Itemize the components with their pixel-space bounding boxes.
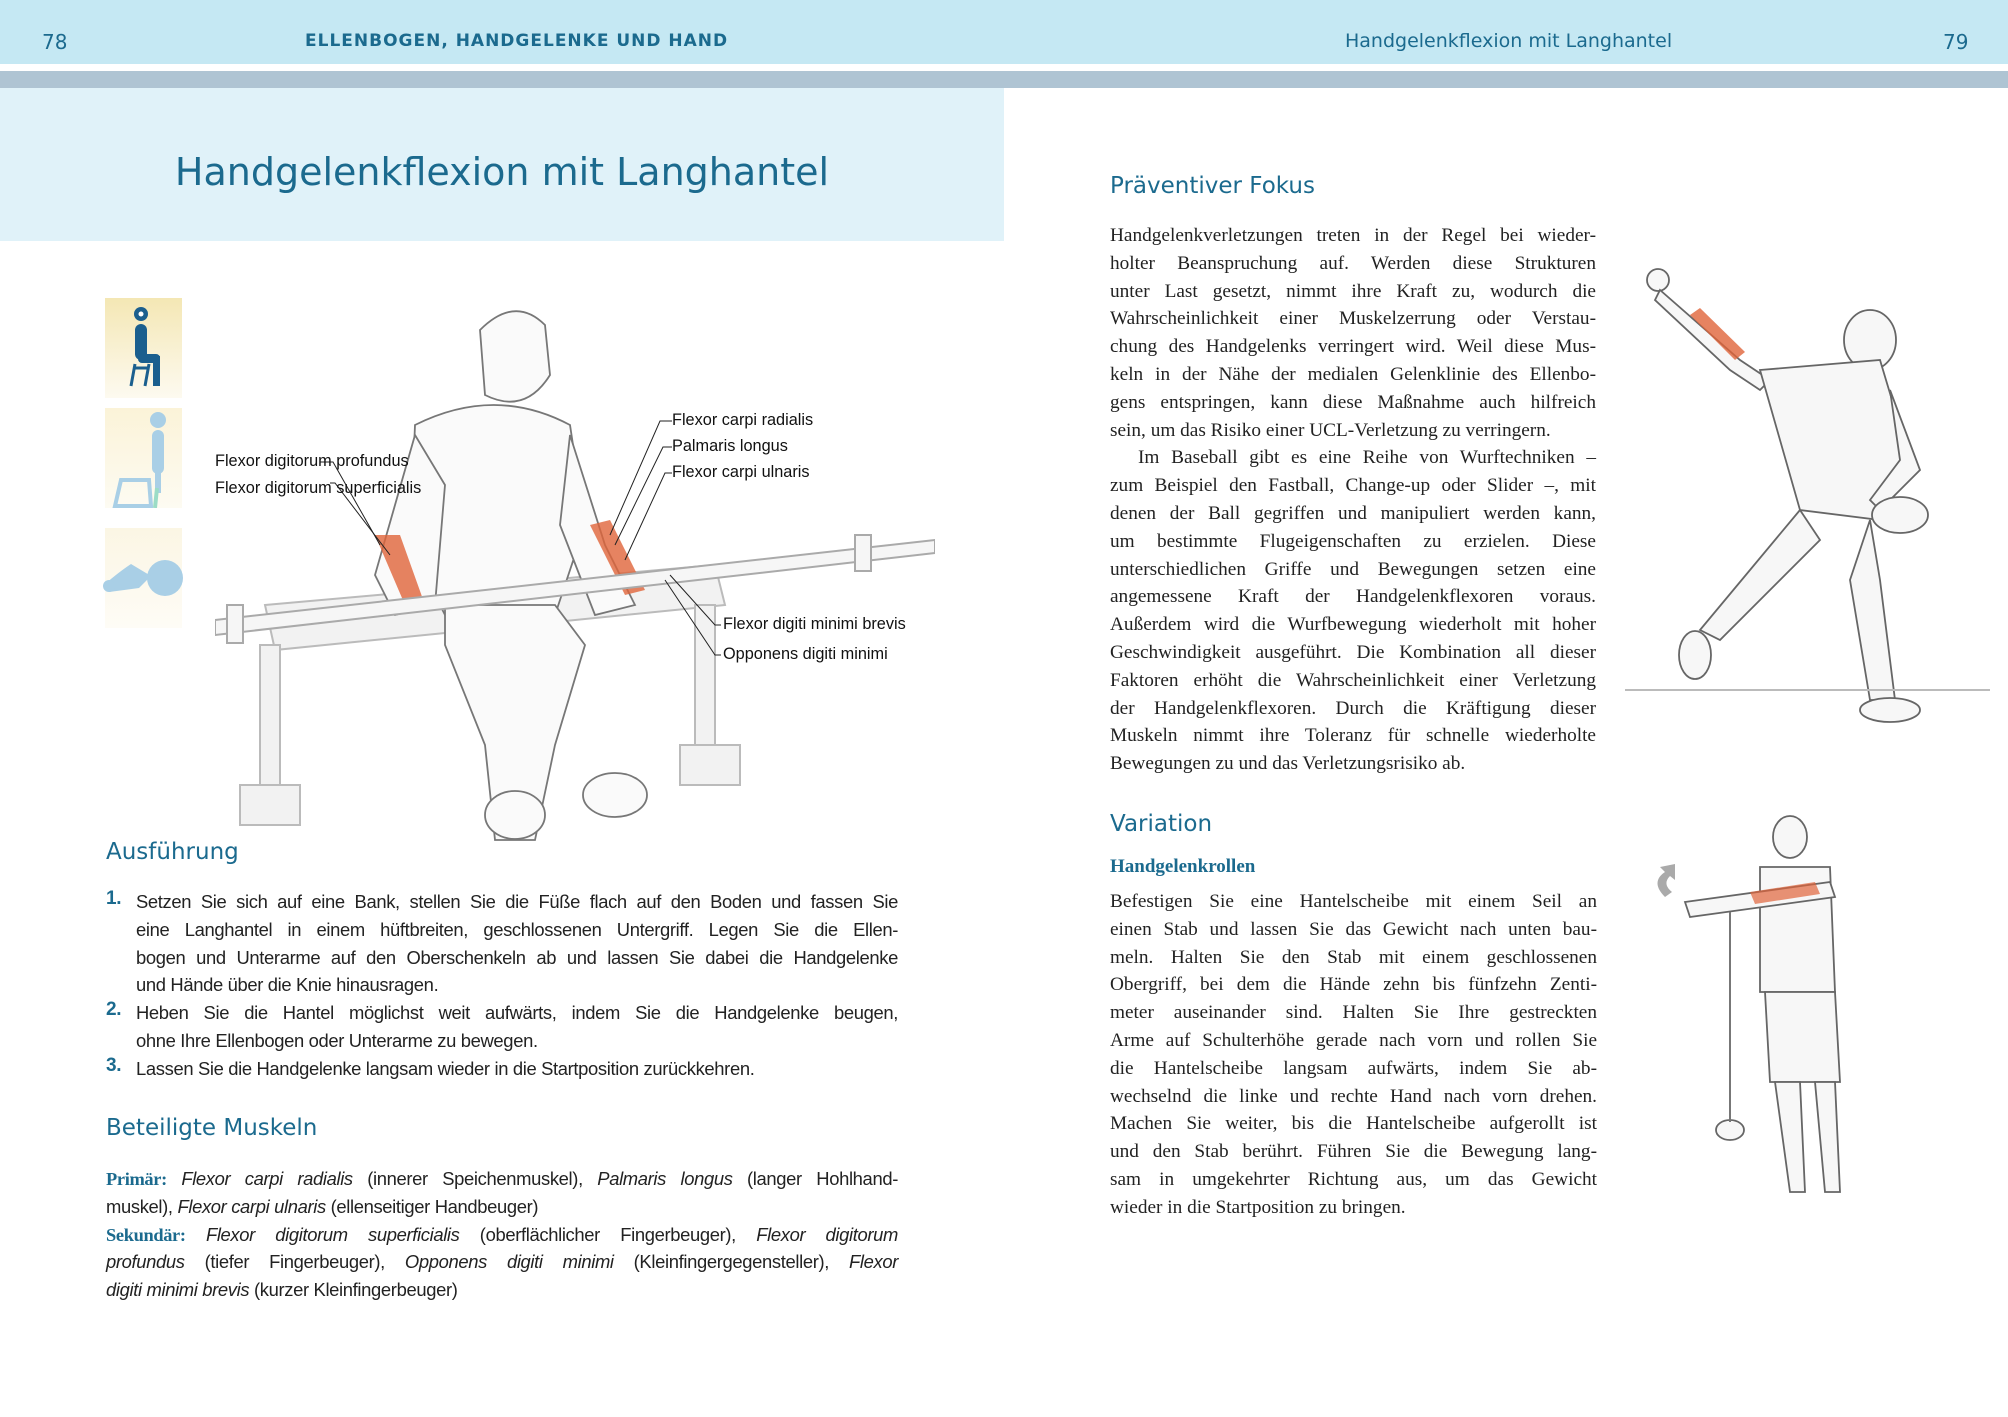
prevention-line: Wahrscheinlichkeit einer Muskelzerrung oder Verstau- xyxy=(1110,308,1596,330)
variation-line: Obergriff, bei dem die Hände zehn bis fünfzehn Zenti- xyxy=(1110,974,1597,996)
variation-line: wechselnd die linke und rechte Hand nach vorn drehen. xyxy=(1110,1085,1597,1107)
muscles-segment: (ellenseitiger Handbeuger) xyxy=(325,1195,539,1217)
left-page-number: 78 xyxy=(42,30,68,54)
muscles-segment xyxy=(186,1224,206,1245)
prevention-line: chung des Handgelenks verringert wird. Weil diese Mus- xyxy=(1110,336,1596,358)
step-number: 2. xyxy=(106,999,122,1021)
variation-line: meter auseinander sind. Halten Sie Ihre gestreckten xyxy=(1110,1002,1597,1024)
step-line: Heben Sie die Hantel möglichst weit aufwärts, indem Sie die Handgelenke beugen, xyxy=(136,1002,898,1024)
label-flexor-carpi-radialis: Flexor carpi radialis xyxy=(672,411,814,429)
variation-line: und den Stab berührt. Führen Sie die Bewegung lang- xyxy=(1110,1141,1597,1163)
prevention-line: keln in der Nähe der medialen Gelenklinie des Ellenbo- xyxy=(1110,363,1596,385)
rotation-arrow-icon xyxy=(1658,864,1676,897)
left-running-head: ELLENBOGEN, HANDGELENKE UND HAND xyxy=(305,31,729,51)
header-strip xyxy=(0,71,2008,88)
standing-exercise-icon xyxy=(105,408,182,508)
muscles-segment: Palmaris longus xyxy=(597,1168,733,1189)
variation-line: Befestigen Sie eine Hantelscheibe mit einem Seil an xyxy=(1110,891,1597,912)
prevention-line: zum Beispiel den Fastball, Change-up oder Slider –, mit xyxy=(1110,475,1596,497)
prevention-line: der Handgelenkflexoren. Durch die Kräftigung dieser xyxy=(1110,697,1596,719)
prevention-line: unterschiedlichen Griffe und Bewegungen setzen eine xyxy=(1110,558,1596,580)
page-title: Handgelenkflexion mit Langhantel xyxy=(174,150,830,194)
variation-line: Arme auf Schulterhöhe gerade nach vorn und rollen Sie xyxy=(1110,1029,1597,1051)
muscles-line xyxy=(106,1165,898,1193)
muscles-segment: Flexor digitorum superficialis xyxy=(205,1223,460,1245)
prevention-line: angemessene Kraft der Handgelenkflexoren voraus. xyxy=(1110,586,1596,608)
prevention-line: Im Baseball gibt es eine Reihe von Wurftechniken – xyxy=(1138,447,1596,469)
variation-line: einen Stab und lassen Sie das Gewicht nach unten bau- xyxy=(1110,918,1597,940)
label-palmaris-longus: Palmaris longus xyxy=(672,437,788,455)
execution-step xyxy=(106,1054,898,1083)
muscles-segment: Sekundär: xyxy=(106,1224,186,1245)
muscles-segment: muskel), xyxy=(106,1195,178,1217)
prevention-line: gens entspringen, kann diese Maßnahme auch hilfreich xyxy=(1110,391,1596,413)
step-number: 1. xyxy=(106,888,122,909)
wrist-roller-illustration xyxy=(1640,812,1870,1222)
step-line: ohne Ihre Ellenbogen oder Unterarme zu bewegen. xyxy=(136,1029,538,1051)
muscles-segment: Flexor xyxy=(849,1251,898,1273)
execution-step xyxy=(106,999,898,1055)
prevention-line: Außerdem wird die Wurfbewegung wiederholt mit hoher xyxy=(1110,614,1596,636)
wrist-curl-illustration xyxy=(215,285,935,855)
variation-line: meln. Halten Sie den Stab mit einem geschlossenen xyxy=(1110,946,1597,968)
prevention-line: sein, um das Risiko einer UCL-Verletzung zu verringern. xyxy=(1110,419,1551,441)
prevention-line: Geschwindigkeit ausgeführt. Die Kombination all dieser xyxy=(1110,641,1596,663)
label-flexor-carpi-ulnaris: Flexor carpi ulnaris xyxy=(672,463,810,481)
prevention-line: Bewegungen zu und das Verletzungsrisiko ab. xyxy=(1110,753,1466,775)
right-page-number: 79 xyxy=(1943,30,1969,54)
muscles-heading: Beteiligte Muskeln xyxy=(106,1115,318,1141)
muscles-segment xyxy=(167,1168,181,1189)
step-line: eine Langhantel in einem hüftbreiten, geschlossenen Untergriff. Legen Sie die Ellen- xyxy=(136,918,898,940)
prevention-line: Handgelenkverletzungen treten in der Regel bei wieder- xyxy=(1110,225,1596,246)
prevention-line: Faktoren erhöht die Wahrscheinlichkeit einer Verletzung xyxy=(1110,669,1596,691)
prevention-line: Muskeln nimmt ihre Toleranz für schnelle wiederholte xyxy=(1110,725,1596,747)
muscles-segment: Primär: xyxy=(106,1169,167,1189)
step-line: Lassen Sie die Handgelenke langsam wieder in die Startposition zurückkehren. xyxy=(136,1057,755,1079)
execution-steps xyxy=(106,888,898,1083)
variation-line: Machen Sie weiter, bis die Hantelscheibe aufgerollt ist xyxy=(1110,1113,1597,1135)
muscles-segment: Flexor carpi radialis xyxy=(181,1168,353,1189)
muscles-text xyxy=(106,1165,898,1304)
prevention-line: denen der Ball gegriffen und manipuliert werden kann, xyxy=(1110,502,1596,524)
variation-text xyxy=(1110,888,1597,1222)
variation-line: die Hantelscheibe langsam aufwärts, indem Sie ab- xyxy=(1110,1057,1597,1079)
muscles-segment: (oberflächlicher Fingerbeuger), xyxy=(459,1223,757,1245)
muscles-segment: (Kleinfingergegensteller), xyxy=(613,1251,849,1273)
ball-exercise-icon xyxy=(105,528,182,628)
variation-heading: Variation xyxy=(1110,811,1213,837)
prevention-line: um bestimmte Flugeigenschaften zu erzielen. Diese xyxy=(1110,530,1596,552)
step-line: und Hände über die Knie hinausragen. xyxy=(136,974,439,996)
muscles-segment: (tiefer Fingerbeuger), xyxy=(184,1251,405,1273)
muscles-line xyxy=(106,1276,898,1304)
prevention-text xyxy=(1110,222,1596,778)
variation-subheading: Handgelenkrollen xyxy=(1110,856,1256,877)
step-line: bogen und Unterarme auf den Oberschenkeln ab und lassen Sie dabei die Handgelenke xyxy=(136,946,898,968)
variation-line: sam in umgekehrter Richtung aus, um das Gewicht xyxy=(1110,1168,1597,1190)
step-number: 3. xyxy=(106,1054,122,1076)
label-flexor-digitorum-profundus: Flexor digitorum profundus xyxy=(215,452,409,470)
prevention-heading: Präventiver Fokus xyxy=(1110,173,1315,199)
label-flexor-digitorum-superficialis: Flexor digitorum superficialis xyxy=(215,479,422,497)
label-flexor-digiti-minimi-brevis: Flexor digiti minimi brevis xyxy=(723,615,906,633)
execution-step xyxy=(106,888,898,999)
muscles-segment: Flexor carpi ulnaris xyxy=(177,1195,326,1217)
variation-line: wieder in die Startposition zu bringen. xyxy=(1110,1196,1406,1218)
muscles-line xyxy=(106,1221,898,1249)
seated-exercise-icon xyxy=(105,298,182,398)
pitcher-illustration xyxy=(1620,260,1995,735)
muscles-line xyxy=(106,1248,898,1276)
prevention-line: unter Last gesetzt, nimmt ihre Kraft zu, wodurch die xyxy=(1110,280,1596,302)
muscles-segment: digiti minimi brevis xyxy=(106,1279,250,1301)
muscles-segment: Opponens digiti minimi xyxy=(404,1251,614,1273)
muscles-segment: Flexor digitorum xyxy=(756,1223,899,1245)
muscles-segment: profundus xyxy=(106,1251,185,1273)
header-band xyxy=(0,0,2008,64)
prevention-line: holter Beanspruchung auf. Werden diese Strukturen xyxy=(1110,252,1596,274)
label-opponens-digiti-minimi: Opponens digiti minimi xyxy=(723,645,888,663)
muscles-segment: (langer Hohlhand- xyxy=(732,1168,898,1189)
muscles-line xyxy=(106,1193,898,1221)
right-running-head: Handgelenkflexion mit Langhantel xyxy=(1345,30,1673,52)
step-line: Setzen Sie sich auf eine Bank, stellen Sie die Füße flach auf den Boden und fassen Sie xyxy=(136,891,898,912)
execution-heading: Ausführung xyxy=(106,839,239,865)
muscles-segment: (innerer Speichenmuskel), xyxy=(352,1168,598,1189)
muscles-segment: (kurzer Kleinfingerbeuger) xyxy=(249,1279,458,1301)
